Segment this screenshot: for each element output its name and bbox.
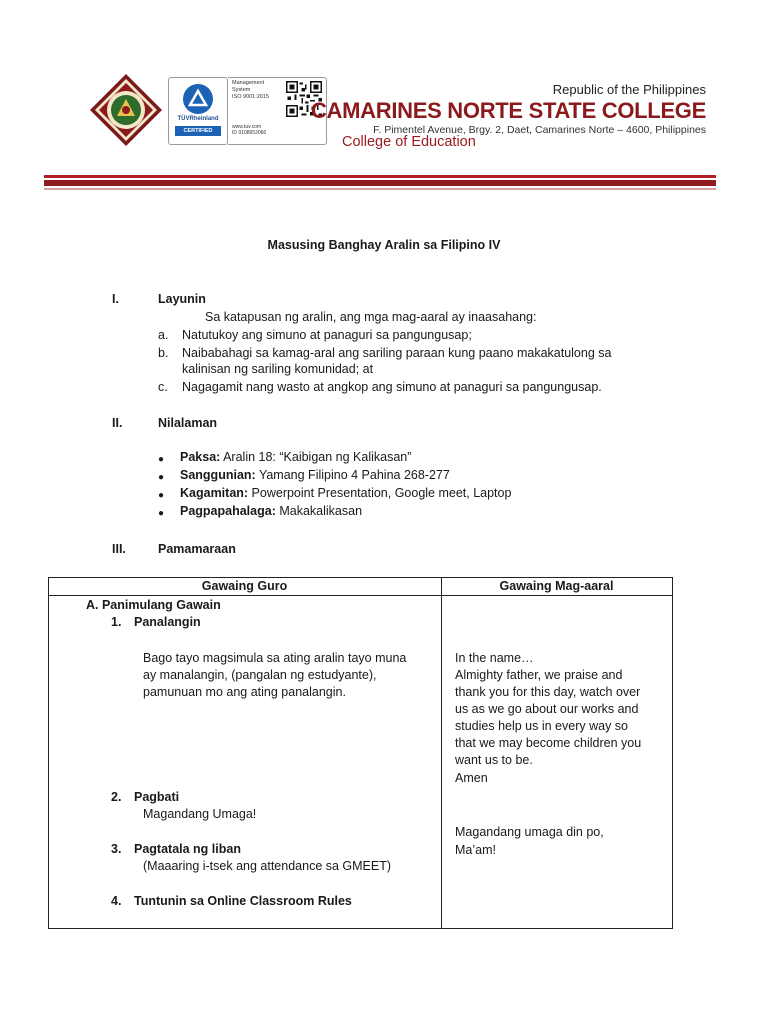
- bullet-icon: ●: [158, 508, 165, 519]
- magaaral-greeting-line-2: Ma’am!: [455, 843, 496, 857]
- objective-c-letter: c.: [158, 380, 168, 394]
- step-3-title: Pagtatala ng liban: [134, 842, 241, 856]
- step-3-number: 3.: [111, 842, 122, 856]
- bullet-icon: ●: [158, 472, 165, 483]
- table-header-guro: Gawaing Guro: [201, 579, 288, 593]
- magaaral-prayer-line-6: that we may become children you: [455, 736, 642, 750]
- objective-b-letter: b.: [158, 346, 169, 360]
- content-value: Makakalikasan: [275, 504, 363, 518]
- cert-line-1: Management: [232, 80, 265, 86]
- section-1-number: I.: [112, 292, 119, 306]
- content-value: Yamang Filipino 4 Pahina 268-277: [255, 468, 450, 482]
- content-item-kagamitan: [180, 485, 511, 502]
- bullet-icon: ●: [158, 490, 165, 501]
- magaaral-greeting-line-1: Magandang umaga din po,: [455, 825, 604, 839]
- section-1-heading: Layunin: [158, 292, 206, 306]
- department-name: College of Education: [342, 134, 476, 150]
- section-3-number: III.: [112, 542, 126, 556]
- bullet-icon: ●: [158, 454, 165, 465]
- header-divider-main: [44, 180, 716, 186]
- magaaral-prayer-line-8: Amen: [455, 771, 488, 785]
- step-4-title: Tuntunin sa Online Classroom Rules: [134, 894, 352, 908]
- content-item-sanggunian: [180, 467, 450, 484]
- content-label: Pagpapahalaga:: [180, 504, 276, 518]
- tuv-certification-badge: [168, 77, 228, 145]
- college-seal-logo: [88, 72, 164, 148]
- cert-line-2: System: [232, 87, 251, 93]
- cert-url-text: www.tuv.com: [232, 124, 262, 130]
- college-address: F. Pimentel Avenue, Brgy. 2, Daet, Camarines Norte – 4600, Philippines: [373, 124, 706, 136]
- table-header-divider: [48, 595, 672, 596]
- step-2-number: 2.: [111, 790, 122, 804]
- college-name: CAMARINES NORTE STATE COLLEGE: [310, 98, 706, 123]
- republic-text: Republic of the Philippines: [552, 82, 706, 97]
- cert-url: [232, 124, 266, 136]
- magaaral-prayer-line-2: Almighty father, we praise and: [455, 668, 623, 682]
- content-item-pagpapahalaga: [180, 503, 362, 520]
- step-1-number: 1.: [111, 615, 122, 629]
- content-label: Sanggunian:: [180, 468, 256, 482]
- cert-line-3: ISO 9001:2015: [232, 94, 270, 100]
- content-item-paksa: [180, 449, 411, 466]
- guro-greeting: Magandang Umaga!: [143, 807, 257, 821]
- tuv-brand: TÜVRheinland: [177, 116, 219, 122]
- magaaral-prayer-line-4: us as we go about our works and: [455, 702, 639, 716]
- guro-prayer-line-2: ay manalangin, (pangalan ng estudyante),: [143, 668, 377, 682]
- guro-prayer-line-3: pamunuan mo ang ating panalangin.: [143, 685, 346, 699]
- magaaral-prayer-line-3: thank you for this day, watch over: [455, 685, 641, 699]
- section-2-heading: Nilalaman: [158, 416, 218, 430]
- section-3-heading: Pamamaraan: [158, 542, 236, 556]
- magaaral-prayer-line-7: want us to be.: [455, 753, 533, 767]
- content-value: Powerpoint Presentation, Google meet, Laptop: [248, 486, 512, 500]
- objective-a-text: Natutukoy ang simuno at panaguri sa pangungusap;: [182, 328, 472, 342]
- section-1-intro: Sa katapusan ng aralin, ang mga mag-aaral ay inaasahang:: [205, 310, 537, 324]
- content-label: Paksa:: [180, 450, 221, 464]
- table-column-divider: [441, 577, 442, 929]
- cert-id-text: ID 9108652066: [232, 130, 267, 136]
- objective-b-text-cont: kalinisan ng sariling komunidad; at: [182, 362, 374, 376]
- content-value: Aralin 18: “Kaibigan ng Kalikasan”: [220, 450, 412, 464]
- magaaral-prayer-line-1: In the name…: [455, 651, 534, 665]
- certified-label: CERTIFIED: [175, 126, 221, 136]
- step-1-title: Panalangin: [134, 615, 201, 629]
- objective-c-text: Nagagamit nang wasto at angkop ang simuno at panaguri sa pangungusap.: [182, 380, 602, 394]
- document-title: Masusing Banghay Aralin sa Filipino IV: [267, 238, 501, 252]
- header-divider-bottom: [44, 188, 716, 190]
- content-label: Kagamitan:: [180, 486, 249, 500]
- step-2-title: Pagbati: [134, 790, 180, 804]
- objective-b-text: Naibabahagi sa kamag-aral ang sariling paraan kung paano makakatulong sa: [182, 346, 612, 360]
- guro-prayer-line-1: Bago tayo magsimula sa ating aralin tayo muna: [143, 651, 407, 665]
- section-2-number: II.: [112, 416, 123, 430]
- magaaral-prayer-line-5: studies help us in every way so: [455, 719, 629, 733]
- objective-a-letter: a.: [158, 328, 169, 342]
- table-header-magaaral: Gawaing Mag-aaral: [499, 579, 614, 593]
- tuv-triangle-icon: [183, 84, 213, 114]
- step-4-number: 4.: [111, 894, 122, 908]
- section-a-heading: A. Panimulang Gawain: [86, 598, 221, 612]
- guro-attendance-note: (Maaaring i-tsek ang attendance sa GMEET): [143, 859, 392, 873]
- header-divider-top: [44, 175, 716, 178]
- cert-lines: [232, 80, 269, 101]
